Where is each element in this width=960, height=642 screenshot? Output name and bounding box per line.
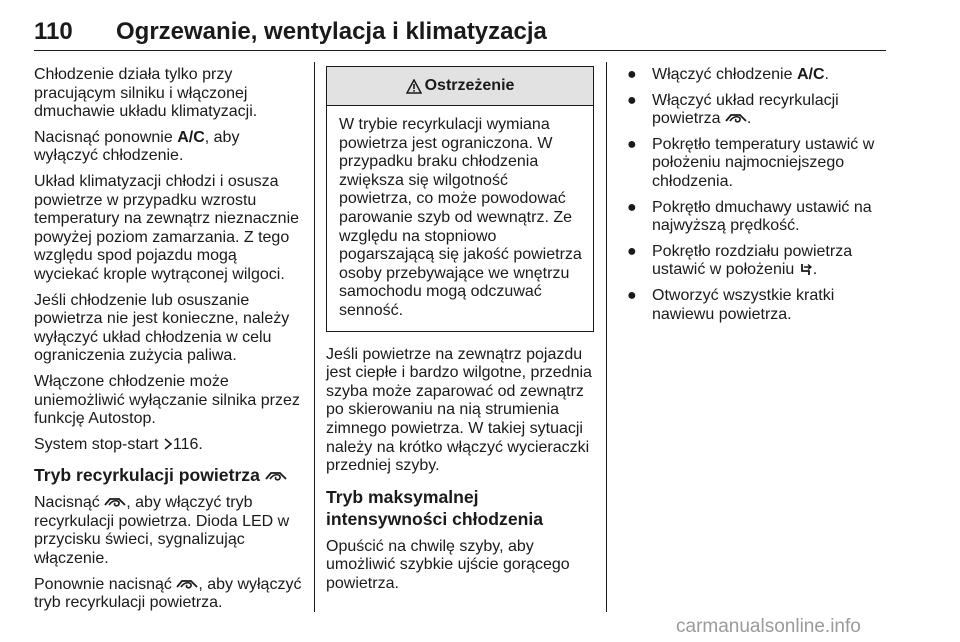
paragraph: Jeśli powietrze na zewnątrz pojazdu jest ciepłe i bardzo wilgotne, przednia szyba może zaparować od zewnątrz po skierowaniu na nią strumienia zimnego powietrza. W takiej sytuacji należy na krótko włączyć wycieraczki przedniej szyby. (326, 345, 592, 475)
text: . (746, 110, 752, 128)
bullet: ● (627, 135, 637, 153)
column-divider-2 (606, 62, 607, 612)
recirculation-icon (104, 496, 126, 508)
recirculation-icon (725, 112, 747, 124)
ac-button-label: A/C (796, 66, 825, 83)
page-reference-icon (163, 438, 173, 450)
text: Otworzyć wszystkie kratki nawiewu powietrza. (652, 286, 835, 323)
text: System stop-start (34, 435, 163, 453)
paragraph: Chłodzenie działa tylko przy pracującym silniku i włączonej dmuchawie układu klimatyzacji. (34, 66, 258, 121)
text: Pokrętło rozdziału powietrza ustawić w położeniu (652, 242, 853, 279)
paragraph: Jeśli chłodzenie lub osuszanie powietrza nie jest konieczne, należy wyłączyć układ chłodzenia w celu ograniczenia zużycia paliwa. (34, 291, 290, 365)
page-number: 110 (34, 18, 73, 45)
paragraph: Opuścić na chwilę szyby, aby umożliwić szybkie ujście gorącego powietrza. (326, 537, 570, 592)
warning-triangle-icon (406, 79, 422, 94)
page-reference[interactable]: 116. (172, 435, 203, 453)
column-2 (326, 66, 594, 600)
list-item (622, 136, 890, 192)
paragraph: Układ klimatyzacji chłodzi i osusza powietrze w przypadku wzrostu temperatury na zewnątrz nieznacznie powyżej poziom zamarzania. Z tego względu spod pojazdu mogą wyciekać krople wytrąconej wilgoci. (34, 172, 300, 283)
list-item (622, 92, 890, 129)
list-item (622, 287, 890, 324)
text: Ponownie nacisnąć (34, 575, 177, 593)
paragraph (34, 494, 306, 568)
recirculation-icon (176, 578, 198, 590)
paragraph: Włączone chłodzenie może uniemożliwić wyłączanie silnika przez funkcję Autostop. (34, 372, 300, 428)
text: Włączyć układ recyrkulacji powietrza (652, 91, 839, 128)
section-heading (34, 464, 306, 486)
section-heading: Tryb maksymalnej intensywności chłodzenia (326, 486, 544, 529)
text: , aby wyłączyć chłodzenie. (34, 128, 240, 165)
text: Pokrętło dmuchawy ustawić na najwyższą prędkość. (652, 198, 872, 235)
column-divider-1 (314, 62, 315, 612)
warning-title: Ostrzeżenie (424, 76, 515, 94)
column-1 (34, 66, 306, 620)
instruction-list (622, 66, 890, 324)
list-item (622, 243, 890, 280)
column-3 (622, 66, 890, 331)
watermark: carmanualsonline.info (676, 616, 861, 637)
text: , aby wyłączyć tryb recyrkulacji powietrza. (34, 575, 302, 612)
bullet: ● (627, 286, 637, 304)
list-item (622, 66, 890, 85)
bullet: ● (627, 66, 637, 83)
paragraph (34, 436, 306, 455)
air-distribution-face-icon (799, 262, 813, 276)
text: . (824, 66, 829, 83)
warning-body: W trybie recyrkulacji wymiana powietrza jest ograniczona. W przypadku braku chłodzenia zwiększa się wilgotność powietrza, co może powodować parowanie szyb od wewnątrz. Ze względu na stopniowo pogarszającą się jakość powietrza osoby przebywające we wnętrzu samochodu mogą odczuwać senność. (339, 116, 582, 319)
bullet: ● (627, 91, 637, 109)
text: Nacisnąć ponownie (34, 128, 178, 146)
text: Włączyć chłodzenie (652, 66, 797, 83)
recirculation-icon (265, 470, 287, 482)
list-item (622, 199, 890, 236)
warning-box (326, 66, 594, 332)
ac-button-label: A/C (177, 128, 205, 146)
bullet: ● (627, 242, 637, 260)
paragraph (34, 576, 306, 613)
heading-text: Tryb recyrkulacji powietrza (34, 465, 260, 486)
header-rule (34, 50, 886, 51)
text: . (812, 261, 818, 279)
bullet: ● (627, 198, 637, 216)
text: , aby włączyć tryb recyrkulacji powietrza. Dioda LED w przycisku świeci, sygnalizując włączenie. (34, 494, 290, 568)
page-title: Ogrzewanie, wentylacja i klimatyzacja (116, 18, 547, 45)
warning-header (327, 67, 593, 106)
text: Nacisnąć (34, 494, 105, 512)
text: Pokrętło temperatury ustawić w położeniu najmocniejszego chłodzenia. (652, 135, 875, 190)
page-header (0, 0, 960, 52)
paragraph (34, 129, 306, 166)
